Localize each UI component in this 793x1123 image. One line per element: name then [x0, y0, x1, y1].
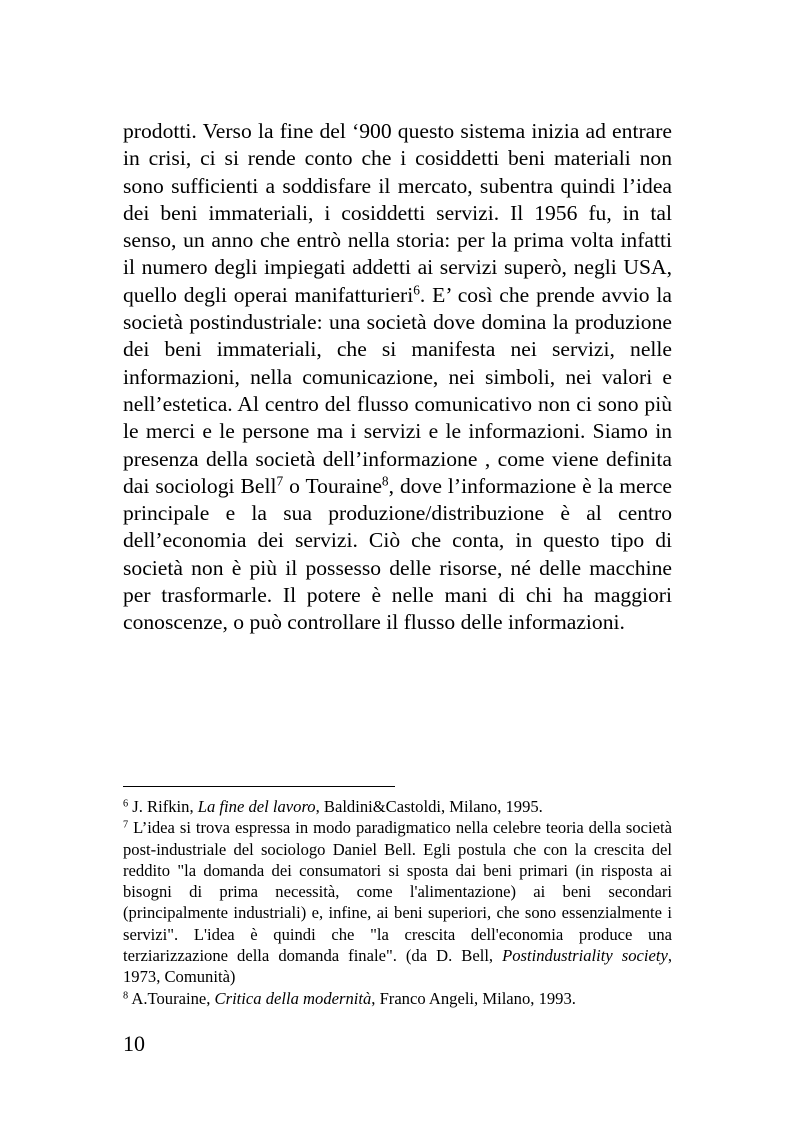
page-number: 10 [123, 1031, 145, 1056]
footnote-number: 8 [123, 990, 129, 1002]
footnote-title: La fine del lavoro [197, 797, 316, 816]
body-paragraph [123, 118, 672, 637]
footnote-text: J. Rifkin, [128, 797, 198, 816]
body-text-segment-3: o Touraine [283, 473, 382, 498]
footnote-8 [123, 988, 672, 1009]
footnotes-section [123, 796, 672, 1009]
footnote-number: 6 [123, 798, 129, 810]
footnote-7 [123, 817, 672, 987]
footnote-divider [123, 786, 395, 787]
footnote-ref-6[interactable]: 6 [413, 282, 420, 298]
footnote-text: A.Touraine, [128, 988, 215, 1008]
footnote-text: , Baldini&Castoldi, Milano, 1995. [315, 797, 543, 816]
footnote-title: Postindustriality society [502, 946, 668, 966]
footnote-text: , Franco Angeli, Milano, 1993. [371, 988, 576, 1008]
body-text-segment-4: , dove l’informazione è la merce principale e la sua produzione/distribuzione è al centro dell’economia dei servizi. Ciò che conta, in questo tipo di società non è più il possesso delle risorse, né delle macchine per trasformarle. Il potere è nelle mani di chi ha maggiori conoscenze, o può controllare il flusso delle informazioni. [123, 473, 672, 635]
body-text-segment-2: . E’ così che prende avvio la società postindustriale: una società dove domina la produzione dei beni immateriali, che si manifesta nei servizi, nelle informazioni, nella comunicazione, nei simboli, nei valori e nell’estetica. Al centro del flusso comunicativo non ci sono più le merci e le persone ma i servizi e le informazioni. Siamo in presenza della società dell’informazione , come viene definita dai sociologi Bell [123, 282, 672, 498]
footnote-ref-8[interactable]: 8 [381, 473, 389, 489]
footnote-number: 7 [123, 819, 129, 831]
footnote-text: L’idea si trova espressa in modo paradigmatico nella celebre teoria della società post-industriale del sociologo Daniel Bell. Egli postula che con la crescita del reddito "la domanda dei consumatori si sposta dai beni primari (in risposta ai bisogni di prima necessità, come l'alimentazione) ai beni secondari (principalmente industriali) e, infine, ai beni superiori, che sono essenzialmente i servizi". L'idea è quindi che "la crescita dell'economia produce una terziarizzazione della domanda finale". (da D. Bell, [123, 818, 672, 966]
footnote-ref-7[interactable]: 7 [276, 473, 284, 489]
footnote-text: , 1973, Comunità) [123, 946, 672, 987]
footnote-title: Critica della modernità [214, 988, 372, 1008]
body-text-segment-1: prodotti. Verso la fine del ‘900 questo sistema inizia ad entrare in crisi, ci si rende conto che i cosiddetti beni materiali non sono sufficienti a soddisfare il mercato, subentra quindi l’idea dei beni immateriali, i cosiddetti servizi. Il 1956 fu, in tal senso, un anno che entrò nella storia: per la prima volta infatti il numero degli impiegati addetti ai servizi superò, negli USA, quello degli operai manifatturieri [123, 119, 672, 307]
footnote-6 [123, 796, 672, 817]
